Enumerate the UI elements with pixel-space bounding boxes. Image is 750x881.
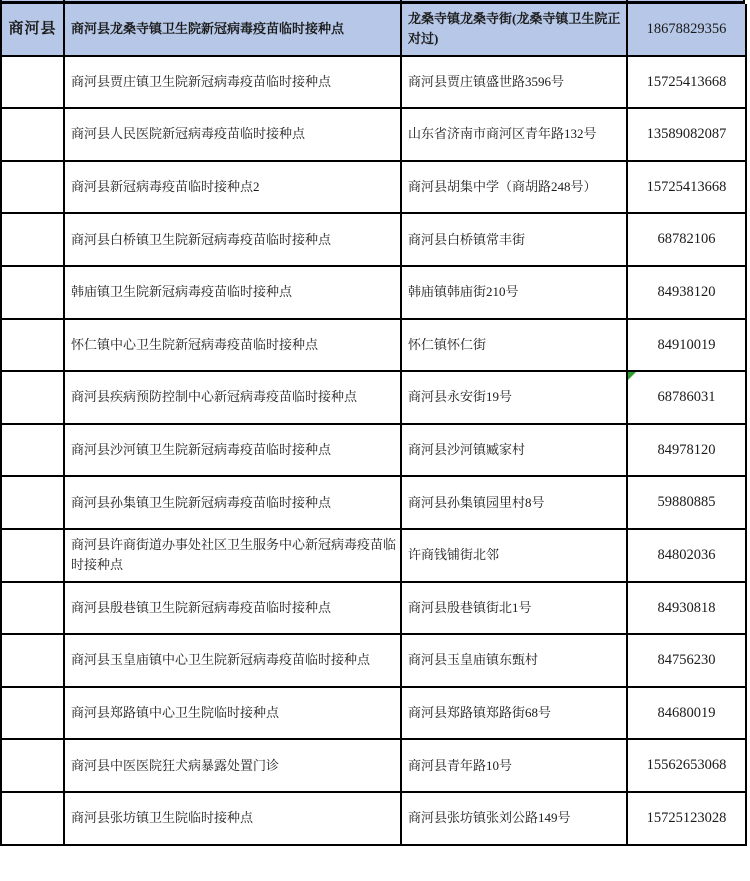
table-row — [2, 267, 747, 320]
table-row — [2, 688, 747, 741]
site-name-cell: 商河县殷巷镇卫生院新冠病毒疫苗临时接种点 — [65, 583, 402, 636]
table-row — [2, 372, 747, 425]
county-cell — [2, 372, 65, 425]
table-row — [2, 530, 747, 583]
table-row — [2, 4, 747, 57]
county-cell — [2, 57, 65, 110]
site-name-cell: 商河县沙河镇卫生院新冠病毒疫苗临时接种点 — [65, 425, 402, 478]
cell-flag-marker-icon — [628, 372, 636, 380]
phone-cell: 15725123028 — [628, 793, 747, 846]
phone-cell: 15562653068 — [628, 740, 747, 793]
phone-cell: 13589082087 — [628, 109, 747, 162]
table-row — [2, 162, 747, 215]
phone-cell: 68782106 — [628, 214, 747, 267]
phone-cell: 84910019 — [628, 320, 747, 373]
table-row — [2, 740, 747, 793]
phone-cell: 84938120 — [628, 267, 747, 320]
county-cell — [2, 530, 65, 583]
address-cell: 商河县白桥镇常丰街 — [402, 214, 628, 267]
table-row — [2, 793, 747, 846]
site-name-cell: 商河县孙集镇卫生院新冠病毒疫苗临时接种点 — [65, 477, 402, 530]
phone-cell: 59880885 — [628, 477, 747, 530]
site-name-cell: 商河县龙桑寺镇卫生院新冠病毒疫苗临时接种点 — [65, 4, 402, 57]
table-row — [2, 320, 747, 373]
address-cell: 商河县殷巷镇街北1号 — [402, 583, 628, 636]
address-cell: 商河县孙集镇园里村8号 — [402, 477, 628, 530]
site-name-cell: 商河县疾病预防控制中心新冠病毒疫苗临时接种点 — [65, 372, 402, 425]
address-cell: 商河县玉皇庙镇东甄村 — [402, 635, 628, 688]
county-cell: 商河县 — [2, 4, 65, 57]
table-row — [2, 477, 747, 530]
vaccination-sites-table — [0, 4, 747, 846]
address-cell: 山东省济南市商河区青年路132号 — [402, 109, 628, 162]
phone-cell: 18678829356 — [628, 4, 747, 57]
county-cell — [2, 214, 65, 267]
table-row — [2, 635, 747, 688]
table-row — [2, 583, 747, 636]
table-row — [2, 57, 747, 110]
county-cell — [2, 635, 65, 688]
address-cell: 龙桑寺镇龙桑寺街(龙桑寺镇卫生院正对过) — [402, 4, 628, 57]
address-cell: 韩庙镇韩庙街210号 — [402, 267, 628, 320]
phone-cell: 84978120 — [628, 425, 747, 478]
address-cell: 商河县沙河镇臧家村 — [402, 425, 628, 478]
phone-cell: 84802036 — [628, 530, 747, 583]
county-cell — [2, 793, 65, 846]
address-cell: 商河县永安街19号 — [402, 372, 628, 425]
site-name-cell: 商河县白桥镇卫生院新冠病毒疫苗临时接种点 — [65, 214, 402, 267]
partial-cell — [2, 0, 65, 1]
county-cell — [2, 583, 65, 636]
county-cell — [2, 109, 65, 162]
address-cell: 商河县郑路镇郑路街68号 — [402, 688, 628, 741]
partial-cell — [65, 0, 402, 1]
site-name-cell: 商河县许商街道办事处社区卫生服务中心新冠病毒疫苗临时接种点 — [65, 530, 402, 583]
site-name-cell: 商河县玉皇庙镇中心卫生院新冠病毒疫苗临时接种点 — [65, 635, 402, 688]
address-cell: 许商钱铺街北邻 — [402, 530, 628, 583]
county-cell — [2, 425, 65, 478]
table-row — [2, 425, 747, 478]
phone-cell: 84930818 — [628, 583, 747, 636]
table-body — [2, 4, 747, 846]
phone-cell: 84680019 — [628, 688, 747, 741]
address-cell: 商河县青年路10号 — [402, 740, 628, 793]
county-cell — [2, 320, 65, 373]
site-name-cell: 商河县郑路镇中心卫生院临时接种点 — [65, 688, 402, 741]
county-cell — [2, 267, 65, 320]
phone-cell: 15725413668 — [628, 162, 747, 215]
table-row — [2, 109, 747, 162]
county-cell — [2, 740, 65, 793]
partial-cell — [628, 0, 745, 1]
table-row — [2, 214, 747, 267]
site-name-cell: 商河县贾庄镇卫生院新冠病毒疫苗临时接种点 — [65, 57, 402, 110]
site-name-cell: 怀仁镇中心卫生院新冠病毒疫苗临时接种点 — [65, 320, 402, 373]
partial-cell — [402, 0, 628, 1]
county-cell — [2, 477, 65, 530]
address-cell: 商河县贾庄镇盛世路3596号 — [402, 57, 628, 110]
address-cell: 商河县张坊镇张刘公路149号 — [402, 793, 628, 846]
phone-cell: 15725413668 — [628, 57, 747, 110]
address-cell: 怀仁镇怀仁街 — [402, 320, 628, 373]
phone-cell: 84756230 — [628, 635, 747, 688]
site-name-cell: 商河县新冠病毒疫苗临时接种点2 — [65, 162, 402, 215]
county-cell — [2, 162, 65, 215]
site-name-cell: 商河县张坊镇卫生院临时接种点 — [65, 793, 402, 846]
site-name-cell: 韩庙镇卫生院新冠病毒疫苗临时接种点 — [65, 267, 402, 320]
address-cell: 商河县胡集中学（商胡路248号） — [402, 162, 628, 215]
site-name-cell: 商河县人民医院新冠病毒疫苗临时接种点 — [65, 109, 402, 162]
county-cell — [2, 688, 65, 741]
site-name-cell: 商河县中医医院狂犬病暴露处置门诊 — [65, 740, 402, 793]
phone-cell: 68786031 — [628, 372, 747, 425]
